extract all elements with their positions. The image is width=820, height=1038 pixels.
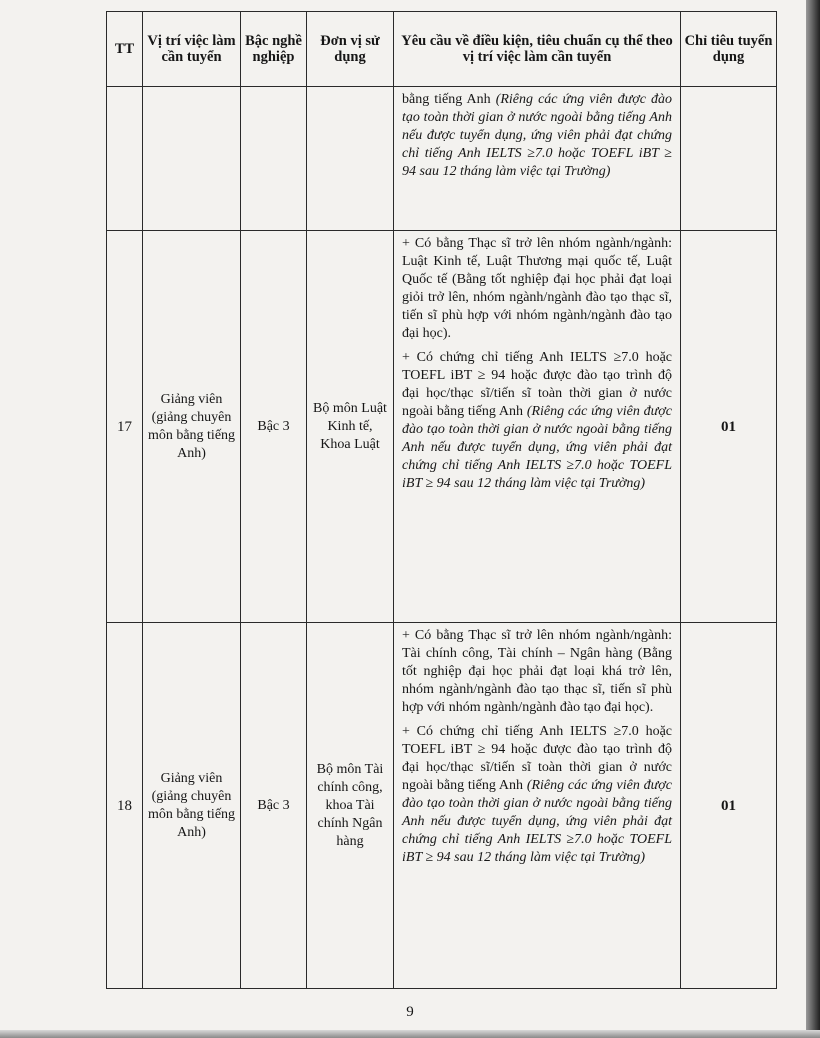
cell-level: Bậc 3 bbox=[241, 231, 307, 623]
header-level: Bậc nghề nghiệp bbox=[241, 12, 307, 87]
cell-quota: 01 bbox=[681, 623, 777, 989]
recruitment-table bbox=[106, 11, 777, 989]
header-unit: Đơn vị sử dụng bbox=[307, 12, 394, 87]
cell-quota-empty bbox=[681, 87, 777, 231]
cell-position: Giảng viên (giảng chuyên môn bằng tiếng Anh) bbox=[143, 623, 241, 989]
requirement-language-note: (Riêng các ứng viên được đào tạo toàn thời gian ở nước ngoài bằng tiếng Anh nếu được tuyển dụng, ứng viên phải đạt chứng chỉ tiếng Anh IELTS ≥7.0 hoặc TOEFL iBT ≥ 94 sau 12 tháng làm việc tại Trường) bbox=[402, 778, 672, 865]
requirement-degree: + Có bằng Thạc sĩ trở lên nhóm ngành/ngành: Tài chính công, Tài chính – Ngân hàng (Bằng tốt nghiệp đại học phải đạt loại khá trở lên, nhóm ngành/ngành đào tạo thạc sĩ, tiến sĩ phù hợp với nhóm ngành/ngành đào tạo đại học). bbox=[402, 628, 672, 715]
requirement-language-text: + Có chứng chỉ tiếng Anh IELTS ≥7.0 hoặc TOEFL iBT ≥ 94 hoặc được đào tạo trình độ đại học/thạc sĩ/tiến sĩ toàn thời gian ở nước ngoài bằng tiếng Anh bbox=[402, 724, 672, 793]
table-row bbox=[107, 231, 777, 623]
header-requirements: Yêu cầu về điều kiện, tiêu chuẩn cụ thể theo vị trí việc làm cần tuyển bbox=[394, 12, 681, 87]
cell-quota: 01 bbox=[681, 231, 777, 623]
table-row-continuation bbox=[107, 87, 777, 231]
cell-tt: 17 bbox=[107, 231, 143, 623]
header-tt: TT bbox=[107, 12, 143, 87]
cell-position-empty bbox=[143, 87, 241, 231]
cell-unit: Bộ môn Tài chính công, khoa Tài chính Ngân hàng bbox=[307, 623, 394, 989]
header-position: Vị trí việc làm cần tuyển bbox=[143, 12, 241, 87]
cell-tt-empty bbox=[107, 87, 143, 231]
table-row bbox=[107, 623, 777, 989]
cell-level-empty bbox=[241, 87, 307, 231]
table-header-row bbox=[107, 12, 777, 87]
page-bottom-shadow bbox=[0, 1030, 820, 1038]
cell-tt: 18 bbox=[107, 623, 143, 989]
cell-requirements-continuation bbox=[394, 87, 681, 231]
cell-level: Bậc 3 bbox=[241, 623, 307, 989]
page-edge-shadow bbox=[806, 0, 820, 1038]
requirement-language bbox=[402, 349, 672, 493]
page-number: 9 bbox=[406, 1004, 414, 1020]
requirement-degree: + Có bằng Thạc sĩ trở lên nhóm ngành/ngành: Luật Kinh tế, Luật Thương mại quốc tế, Luật Quốc tế (Bằng tốt nghiệp đại học phải đạt loại giỏi trở lên, nhóm ngành/ngành đào tạo thạc sĩ, tiến sĩ phù hợp với nhóm ngành/ngành đào tạo đại học). bbox=[402, 236, 672, 341]
cell-unit-empty bbox=[307, 87, 394, 231]
cell-requirements bbox=[394, 231, 681, 623]
requirement-language bbox=[402, 723, 672, 867]
header-quota: Chỉ tiêu tuyển dụng bbox=[681, 12, 777, 87]
cell-unit: Bộ môn Luật Kinh tế, Khoa Luật bbox=[307, 231, 394, 623]
continuation-text: bằng tiếng Anh bbox=[402, 92, 496, 107]
cell-position: Giảng viên (giảng chuyên môn bằng tiếng Anh) bbox=[143, 231, 241, 623]
requirement-language-note: (Riêng các ứng viên được đào tạo toàn thời gian ở nước ngoài bằng tiếng Anh nếu được tuyển dụng, ứng viên phải đạt chứng chỉ tiếng Anh IELTS ≥7.0 hoặc TOEFL iBT ≥ 94 sau 12 tháng làm việc tại Trường) bbox=[402, 404, 672, 491]
continuation-note: (Riêng các ứng viên được đào tạo toàn thời gian ở nước ngoài bằng tiếng Anh nếu được tuyển dụng, ứng viên phải đạt chứng chỉ tiếng Anh IELTS ≥7.0 hoặc TOEFL iBT ≥ 94 sau 12 tháng làm việc tại Trường) bbox=[402, 92, 672, 179]
cell-requirements bbox=[394, 623, 681, 989]
requirement-language-text: + Có chứng chỉ tiếng Anh IELTS ≥7.0 hoặc TOEFL iBT ≥ 94 hoặc được đào tạo trình độ đại học/thạc sĩ/tiến sĩ toàn thời gian ở nước ngoài bằng tiếng Anh bbox=[402, 350, 672, 419]
